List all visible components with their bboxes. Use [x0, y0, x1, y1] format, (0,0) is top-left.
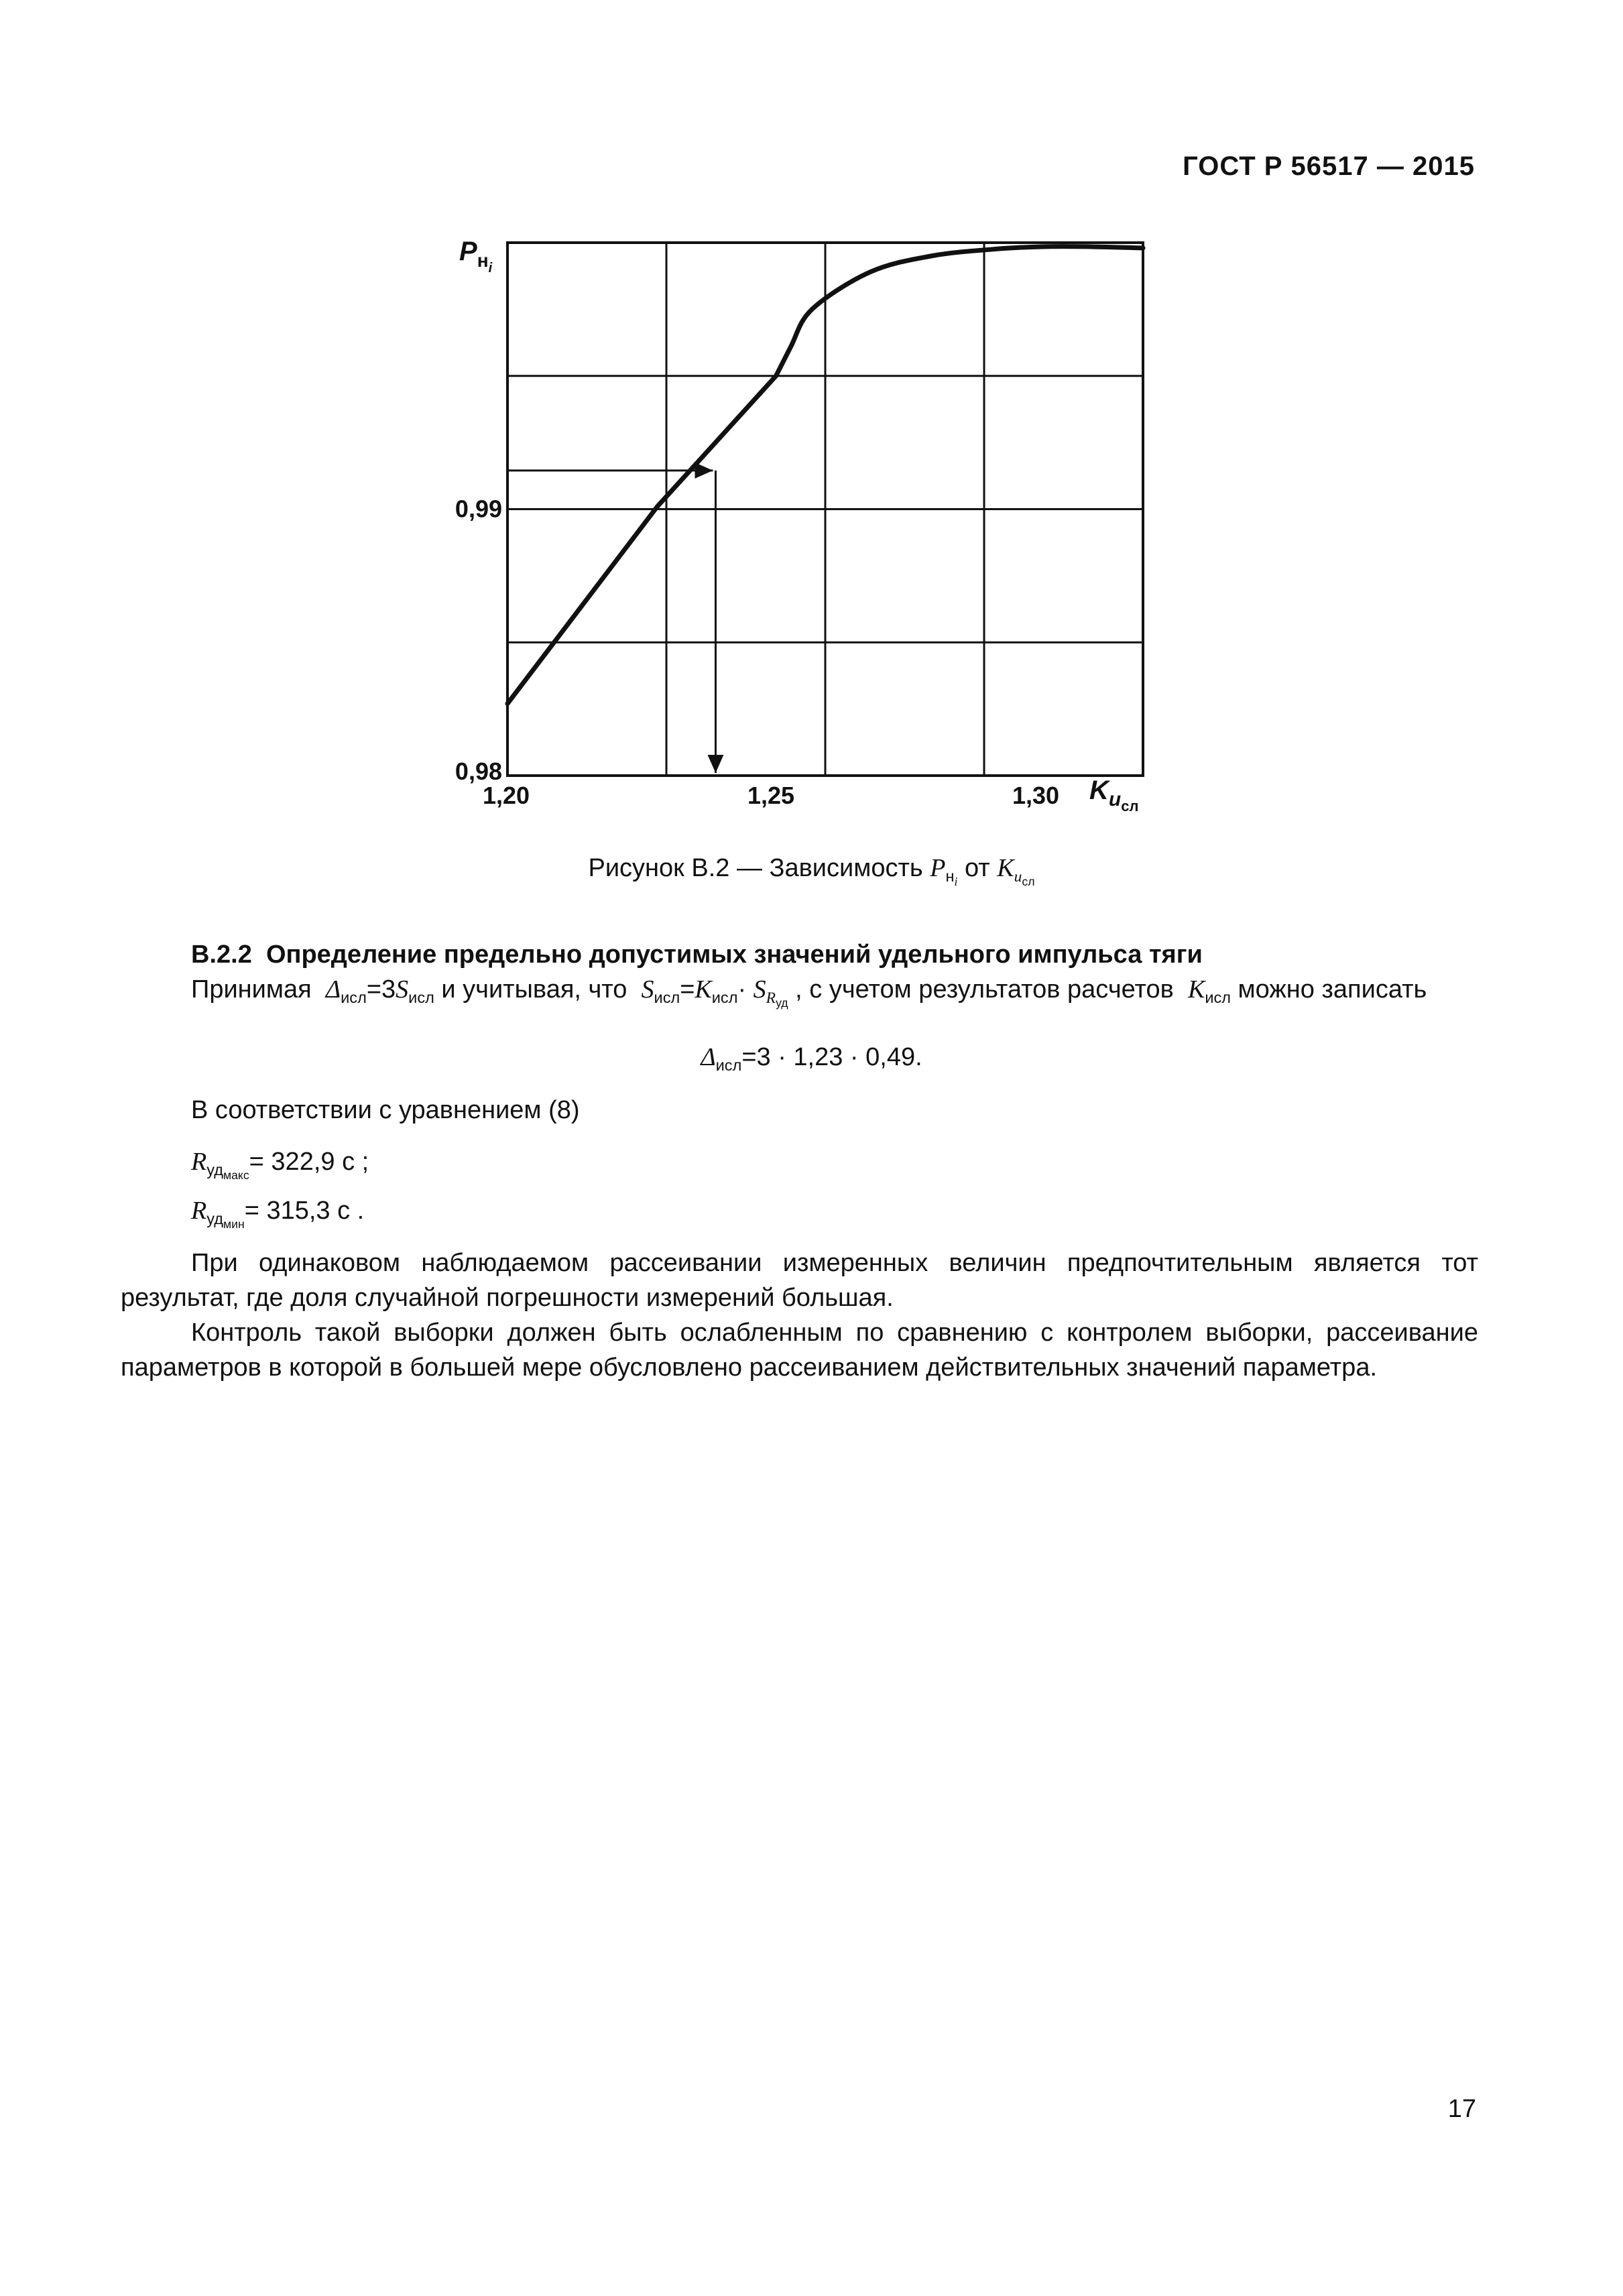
x-axis-label-symbol: K — [1089, 776, 1109, 805]
equation-rhs: 3 · 1,23 · 0,49. — [756, 1043, 922, 1071]
y-axis-label-sub: н — [477, 250, 489, 271]
delta-sub: исл — [341, 989, 367, 1007]
s-sub-2: исл — [654, 989, 680, 1007]
y-tick-label: 0,98 — [455, 758, 502, 785]
x-axis-label-sub2: сл — [1121, 798, 1139, 814]
equals-sign-2: = — [680, 975, 695, 1004]
intro-text-4: можно записать — [1231, 975, 1427, 1004]
s-symbol-2: S — [641, 975, 654, 1004]
r-sub-symbol: R — [766, 989, 776, 1008]
s-sub: исл — [408, 989, 434, 1007]
y-axis-label-symbol: P — [459, 237, 477, 266]
paragraph-2: Контроль такой выборки должен быть ослабленным по сравнению с контролем выборки, рассеивание параметров в которой в большей мере обусловлено рассеиванием действительных значений параметра. — [121, 1319, 1478, 1382]
equation-delta-sub: исл — [715, 1056, 742, 1075]
multiply-dot: · — [737, 975, 747, 1004]
caption-middle: от — [957, 854, 998, 882]
equation-equals: = — [741, 1043, 757, 1071]
k-sub: исл — [711, 989, 738, 1007]
rmin-subsub: мин — [223, 1217, 245, 1231]
rmax-sub: уд — [206, 1161, 223, 1179]
intro-text-3: , с учетом результатов расчетов — [788, 975, 1181, 1004]
section-title: Определение предельно допустимых значений удельного импульса тяги — [265, 941, 1203, 969]
rmax-value: = 322,9 с ; — [249, 1148, 369, 1176]
intro-text-2: и учитывая, что — [434, 975, 634, 1004]
caption-k-symbol: K — [997, 854, 1014, 882]
y-tick-label: 0,99 — [455, 495, 502, 523]
x-tick-label: 1,30 — [1012, 782, 1060, 809]
intro-line — [191, 972, 1427, 1020]
caption-p-sub: н — [945, 867, 955, 886]
k-sub-2: исл — [1205, 989, 1231, 1007]
x-axis-label-sub: и — [1108, 788, 1122, 810]
rmax-subsub: макс — [223, 1168, 249, 1183]
rmin-sub: уд — [206, 1210, 223, 1228]
k-symbol-2: K — [1187, 975, 1205, 1004]
y-axis-label-index: i — [488, 261, 493, 276]
rmin-symbol: R — [191, 1197, 207, 1225]
r-sub-ud: уд — [776, 996, 788, 1010]
intro-text-1: Принимая — [191, 975, 319, 1004]
caption-prefix: Рисунок В.2 — Зависимость — [588, 854, 930, 882]
paragraph-1: При одинаковом наблюдаемом рассеивании измеренных величин предпочтительным является тот результат, где доля случайной погрешности измерений большая. — [121, 1249, 1478, 1312]
document-header: ГОСТ Р 56517 — 2015 — [1183, 152, 1475, 181]
s-symbol: S — [396, 975, 409, 1004]
rmax-symbol: R — [191, 1148, 207, 1176]
y-tick-labels — [455, 495, 502, 786]
x-tick-label: 1,20 — [482, 782, 530, 809]
caption-k-sub: и — [1014, 868, 1022, 886]
according-line: В соответствии с уравнением (8) — [191, 1096, 580, 1124]
equals-sign: = — [366, 975, 382, 1004]
x-tick-label: 1,25 — [747, 782, 795, 809]
chart-grid — [507, 243, 1143, 776]
caption-p-symbol: P — [930, 854, 946, 882]
formula-r-min — [191, 1193, 364, 1242]
equation-delta-symbol: Δ — [701, 1043, 716, 1071]
figure-caption — [0, 853, 1623, 889]
delta-symbol: Δ — [325, 975, 341, 1004]
x-tick-labels — [483, 782, 1059, 809]
reliability-chart — [0, 0, 1623, 845]
x-axis-label — [1089, 776, 1138, 814]
k-symbol: K — [695, 975, 712, 1004]
delta-equation — [0, 1042, 1623, 1075]
rmin-value: = 315,3 с . — [244, 1197, 365, 1225]
section-heading — [191, 937, 1203, 972]
caption-k-sub2: сл — [1022, 875, 1035, 889]
formula-r-max — [191, 1144, 369, 1193]
section-number: В.2.2 — [191, 941, 252, 969]
page-number: 17 — [1447, 2095, 1476, 2123]
caption-p-index: i — [954, 875, 958, 889]
s-symbol-3: S — [753, 975, 766, 1004]
y-axis-label — [459, 237, 493, 276]
coefficient-three: 3 — [381, 975, 396, 1004]
